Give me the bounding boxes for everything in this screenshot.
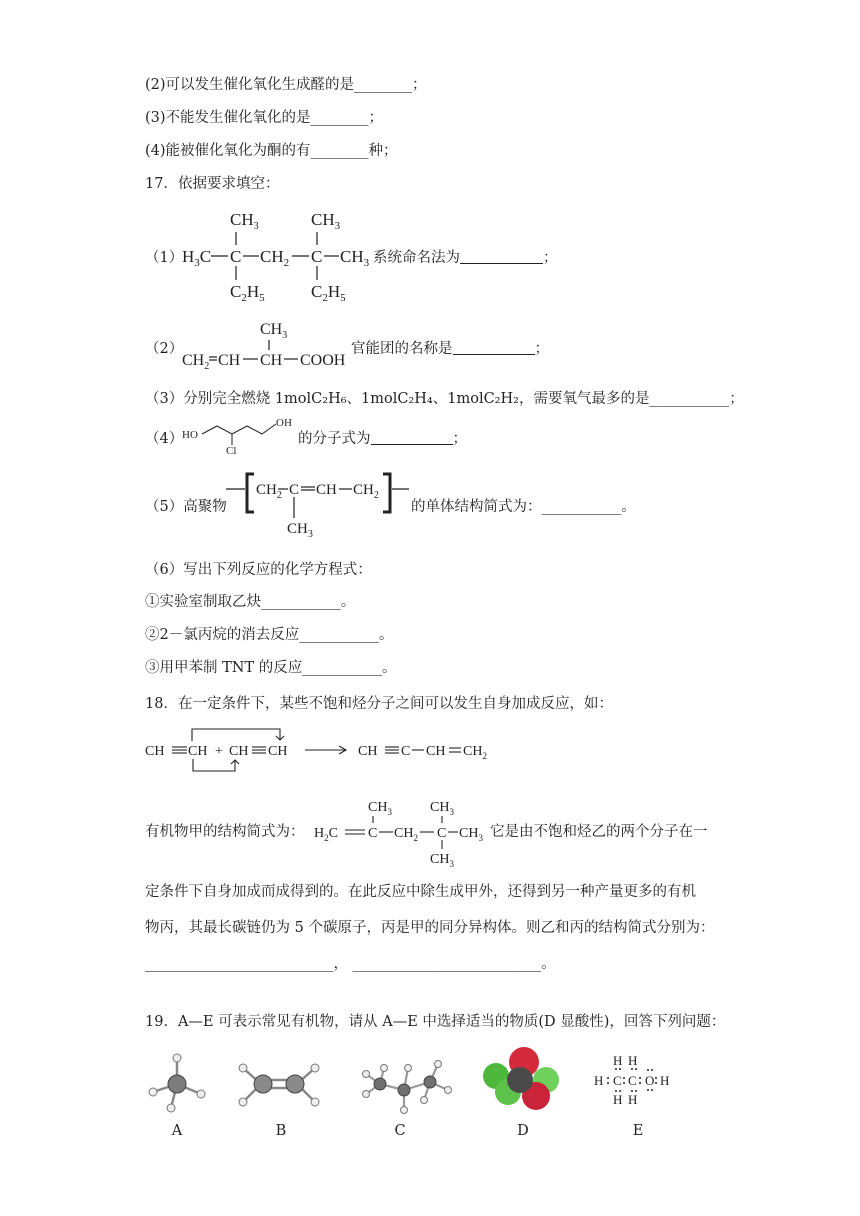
svg-text:COOH: COOH <box>300 352 346 369</box>
svg-text:CH3: $CH_3$ <box>430 852 454 869</box>
q19-heading: 19．A—E 可表示常见有机物，请从 A—E 中选择适当的物质(D 显酸性)，回答下列问题： <box>145 1014 726 1030</box>
q17-item1-text: 系统命名法为 ； <box>373 250 558 266</box>
q17-item5-text: 的单体结构简式为：___________。 <box>411 499 636 515</box>
svg-text:CH3: $CH_3$ <box>311 210 341 232</box>
molecule-label-c: C <box>394 1123 406 1139</box>
molecule-label-d: D <box>517 1123 529 1139</box>
q17-heading: 17．依据要求填空： <box>145 176 280 192</box>
q17-item2-number: （2） <box>145 341 184 357</box>
q17-item3: （3）分别完全燃烧 1molC₂H₆、1molC₂H₄、1molC₂H₂，需要氧气最多的是___________； <box>145 391 744 407</box>
q16-part4: (4)能被催化氧化为酮的有________种； <box>145 143 398 159</box>
svg-text:CH3: $CH_3$ <box>459 826 483 843</box>
svg-text:CH: CH <box>218 352 241 369</box>
molecule-e-electron-dot <box>592 1054 672 1106</box>
svg-text:CH: CH <box>426 744 446 759</box>
svg-text:H: H <box>594 1073 604 1088</box>
svg-text:CH: CH <box>188 744 208 759</box>
svg-text:CH2: $CH_2$ <box>353 482 379 501</box>
structure-chloro-butanediol <box>180 412 298 458</box>
answer-blank[interactable] <box>460 249 543 264</box>
q18-heading: 18．在一定条件下，某些不饱和烃分子之间可以发生自身加成反应，如： <box>145 696 613 712</box>
svg-text:CH2: $CH_2$ <box>256 482 282 501</box>
q17-item6: （6）写出下列反应的化学方程式： <box>145 562 372 578</box>
svg-text:O: O <box>645 1073 655 1088</box>
q18-line3: 物丙，其最长碳链仍为 5 个碳原子，丙是甲的同分异构体。则乙和丙的结构简式分别为： <box>145 920 715 936</box>
molecule-label-e: E <box>632 1123 644 1139</box>
svg-text:CH2: $CH_2$ <box>463 744 487 761</box>
svg-text:CH: CH <box>316 482 337 498</box>
q17-item5-label: （5）高聚物 <box>145 499 227 515</box>
svg-text:C: C <box>613 1073 622 1088</box>
answer-blank[interactable] <box>453 340 535 355</box>
svg-text:CH2: $CH_2$ <box>260 247 290 269</box>
q17-item1-number: （1） <box>145 250 184 266</box>
acetylene-dimerization-equation <box>145 727 500 777</box>
q17-item2-text: 官能团的名称是 ； <box>351 341 549 357</box>
svg-text:H3C: $H_3C$ <box>182 247 212 269</box>
molecule-b-ball-stick <box>233 1058 325 1118</box>
molecule-c-ball-stick <box>360 1050 455 1120</box>
molecule-d-space-filling <box>480 1046 566 1118</box>
molecule-label-b: B <box>275 1123 287 1139</box>
svg-text:CH3: $CH_3$ <box>230 210 259 232</box>
svg-text:HO: HO <box>182 429 198 441</box>
svg-text:H: H <box>628 1092 638 1106</box>
svg-text:OH: OH <box>276 417 292 429</box>
svg-text:C: C <box>628 1073 637 1088</box>
answer-blank[interactable] <box>371 430 453 445</box>
svg-text:H2C: $H_2C$ <box>314 826 338 843</box>
structure-polyisoprene <box>226 470 411 542</box>
molecule-a-ball-stick <box>145 1050 210 1115</box>
q18-structure-suffix: 它是由不饱和烃乙的两个分子在一 <box>490 824 708 840</box>
q17-reaction1: ①实验室制取乙炔___________。 <box>145 594 356 610</box>
svg-text:H: H <box>628 1054 638 1068</box>
svg-text:C2H5: $C_2H_5$ <box>311 282 346 304</box>
svg-text:CH: CH <box>229 744 249 759</box>
q17-reaction2: ②2－氯丙烷的消去反应___________。 <box>145 627 394 643</box>
svg-text:CH2: $CH_2$ <box>394 826 418 843</box>
svg-text:CH3: $CH_3$ <box>368 800 392 817</box>
q17-item4-text: 的分子式为 ； <box>298 431 467 447</box>
svg-text:C: C <box>311 247 323 266</box>
q18-structure-prefix: 有机物甲的结构简式为： <box>145 824 305 840</box>
structure-2-methyl-butenoic-acid <box>182 318 352 370</box>
structure-2-2-4-4-substituted-alkane <box>180 208 375 304</box>
svg-text:CH3: $CH_3$ <box>430 800 454 817</box>
svg-text:CH: CH <box>145 744 165 759</box>
svg-text:C: C <box>230 247 242 266</box>
svg-text:H: H <box>613 1092 623 1106</box>
structure-compound-jia <box>312 793 490 869</box>
q16-part2: (2)可以发生催化氧化生成醛的是________； <box>145 77 427 93</box>
svg-text:C: C <box>401 744 411 759</box>
svg-text:CH2: $CH_2$ <box>182 352 210 370</box>
svg-text:C: C <box>368 826 378 841</box>
svg-text:H: H <box>613 1054 623 1068</box>
svg-text:CH: CH <box>358 744 378 759</box>
q17-reaction3: ③用甲苯制 TNT 的反应___________。 <box>145 660 397 676</box>
svg-text:CH: CH <box>260 352 283 369</box>
svg-text:CH3: $CH_3$ <box>340 247 370 269</box>
q17-item4-number: （4） <box>145 431 184 447</box>
svg-text:CH: CH <box>268 744 288 759</box>
svg-text:+: + <box>215 744 223 759</box>
q18-answer-line: __________________________， __________________________。 <box>145 956 556 972</box>
molecule-label-a: A <box>171 1123 183 1139</box>
q18-line2: 定条件下自身加成而成得到的。在此反应中除生成甲外，还得到另一种产量更多的有机 <box>145 884 696 900</box>
svg-text:C: C <box>437 826 447 841</box>
svg-text:Cl: Cl <box>226 445 237 457</box>
svg-text:C: C <box>289 482 300 498</box>
svg-text:CH3: $CH_3$ <box>260 321 288 341</box>
svg-text:C2H5: $C_2H_5$ <box>230 282 265 304</box>
svg-text:H: H <box>660 1073 670 1088</box>
q16-part3: (3)不能发生催化氧化的是________； <box>145 110 384 126</box>
svg-text:CH3: $CH_3$ <box>287 521 313 540</box>
